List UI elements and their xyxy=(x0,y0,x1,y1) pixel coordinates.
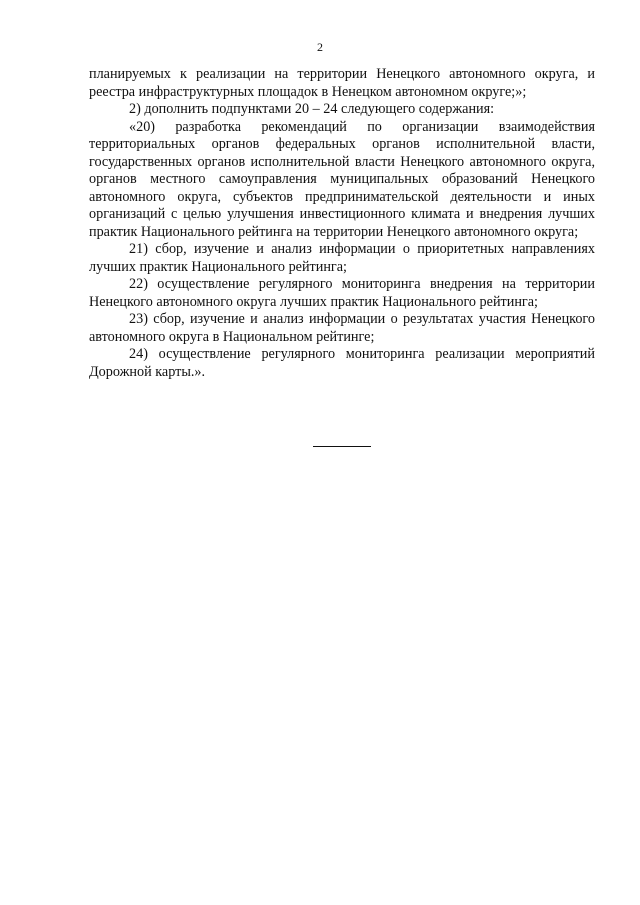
end-of-document-rule xyxy=(313,446,371,447)
paragraph-subitem-22: 22) осуществление регулярного мониторинга внедрения на территории Ненецкого автономного округа лучших практик Национального рейтинга; xyxy=(89,276,595,310)
paragraph-amendment-2: 2) дополнить подпунктами 20 – 24 следующего содержания: xyxy=(129,101,495,117)
paragraph-subitem-21: 21) сбор, изучение и анализ информации о приоритетных направлениях лучших практик Национального рейтинга; xyxy=(89,241,595,275)
paragraph-subitem-23: 23) сбор, изучение и анализ информации о результатах участия Ненецкого автономного округа в Национальном рейтинге; xyxy=(89,311,595,345)
page-number: 2 xyxy=(317,40,323,54)
paragraph-continuation: планируемых к реализации на территории Ненецкого автономного округа, и реестра инфраструктурных площадок в Ненецком автономном округе;»; xyxy=(89,66,595,100)
paragraph-subitem-20: «20) разработка рекомендаций по организации взаимодействия территориальных органов федеральных органов исполнительной власти, государственных органов исполнительной власти Ненецкого автономного округа, органов местного самоуправления муниципальных образований Ненецкого автономного округа, субъектов предпринимательской деятельности и иных организаций с целью улучшения инвестиционного климата и внедрения лучших практик Национального рейтинга на территории Ненецкого автономного округа; xyxy=(89,118,595,240)
paragraph-subitem-24: 24) осуществление регулярного мониторинга реализации мероприятий Дорожной карты.». xyxy=(89,346,595,380)
document-body xyxy=(89,66,595,381)
